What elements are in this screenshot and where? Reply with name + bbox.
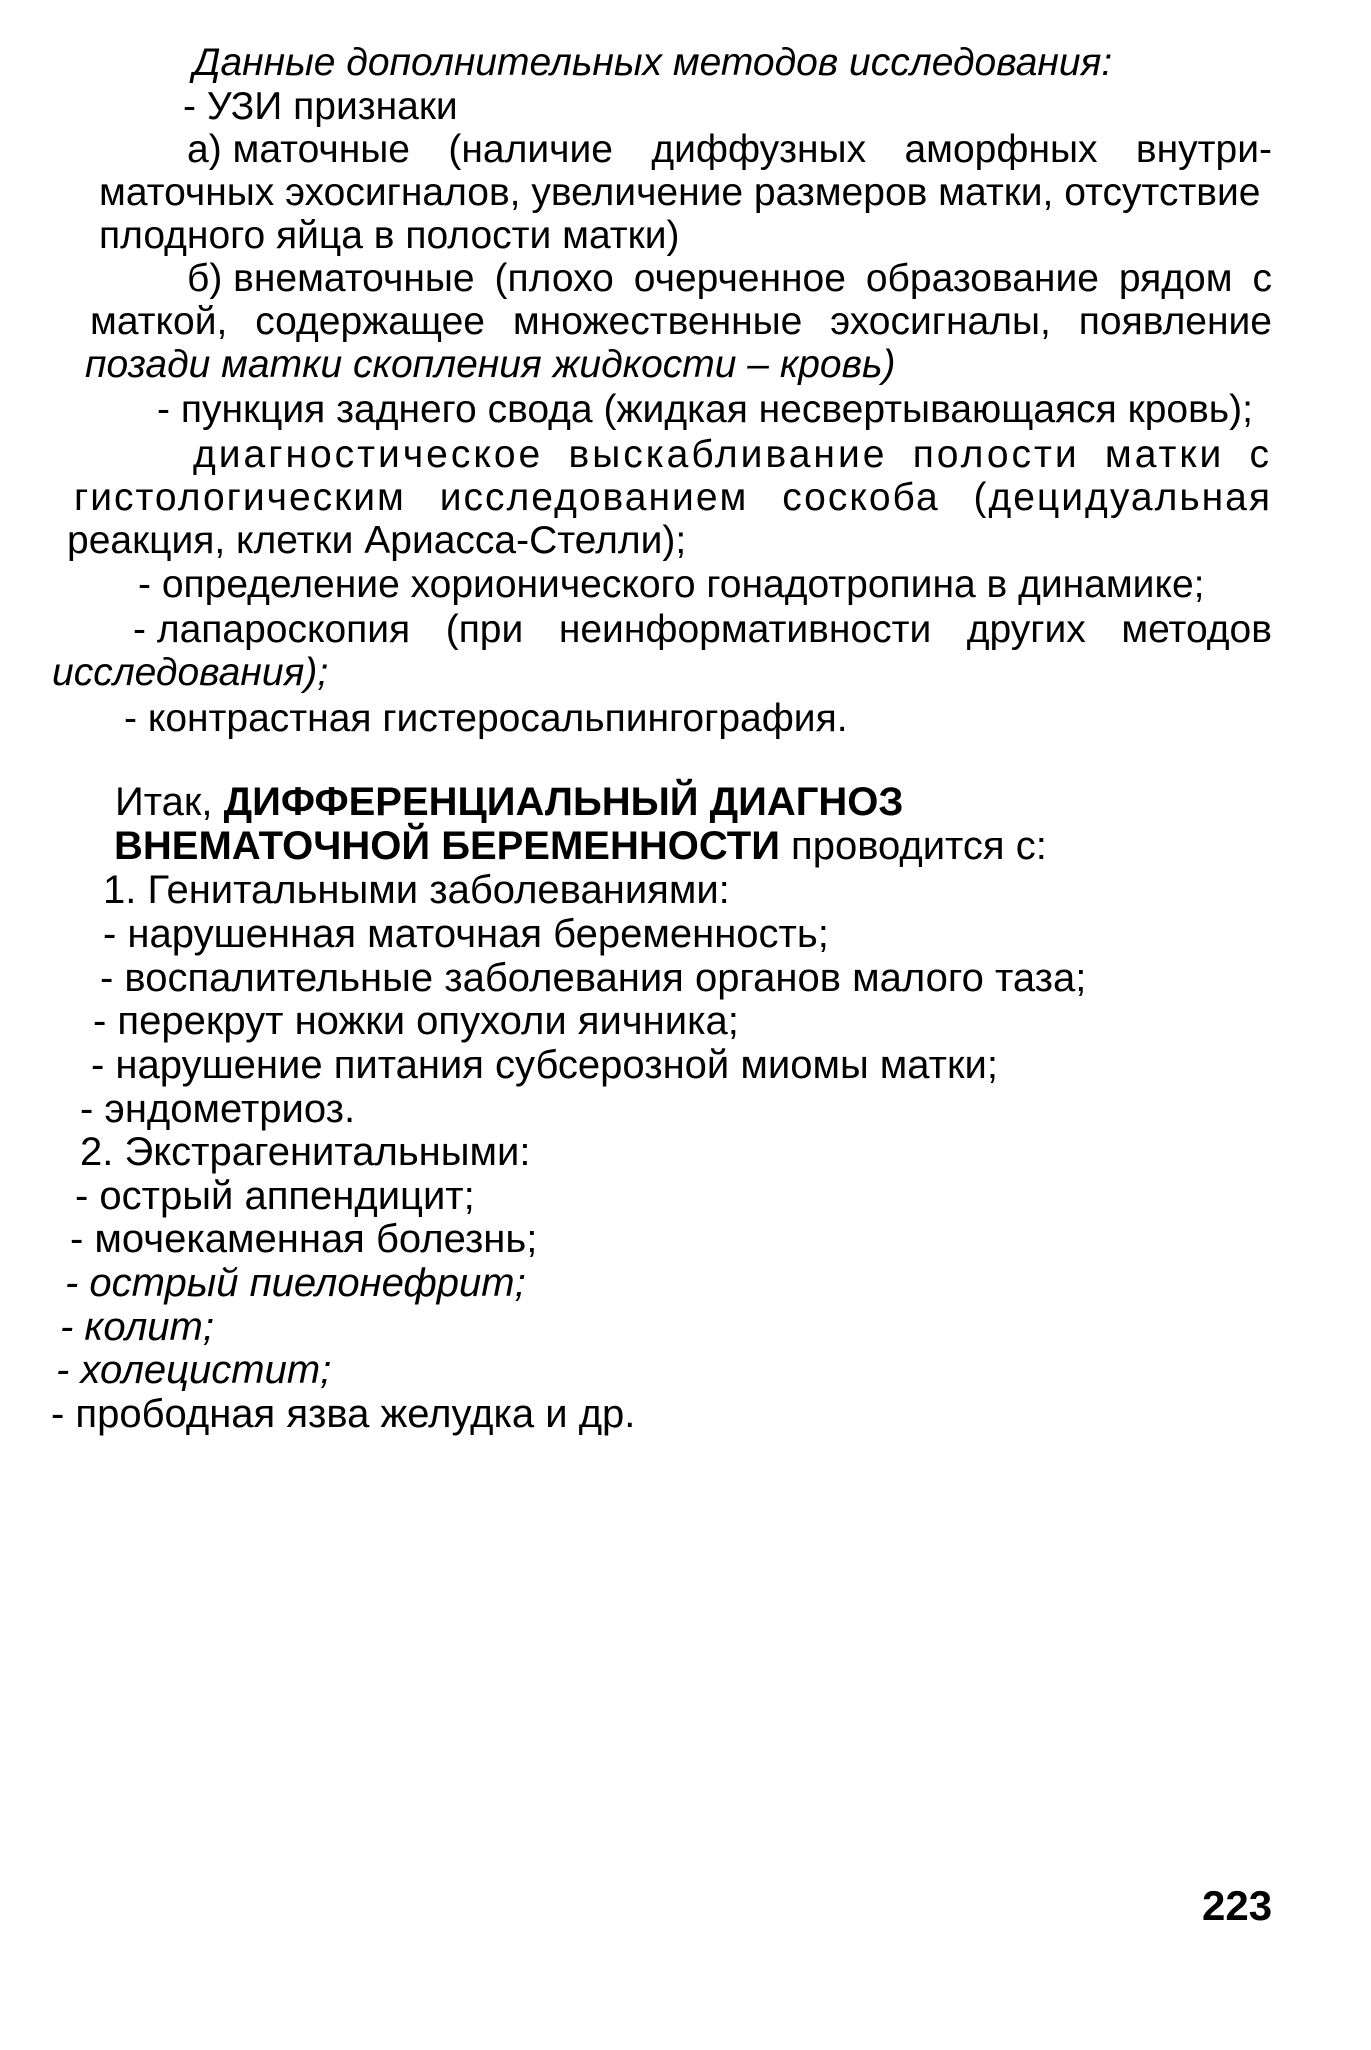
word: выскабливание <box>568 433 888 476</box>
word: диагностическое <box>193 433 544 476</box>
word: внутри- <box>1135 128 1272 171</box>
extragenital-item-3: - острый пиелонефрит; <box>65 1261 526 1305</box>
extragenital-heading: 2. Экстрагенитальными: <box>80 1130 531 1174</box>
diagnosis-title-line-1 <box>115 780 903 824</box>
hsg-line: - контрастная гистеросальпингография. <box>124 697 848 740</box>
word: с <box>1252 257 1272 300</box>
extragenital-item-5: - холецистит; <box>56 1348 332 1392</box>
word: а) маточные <box>187 128 410 171</box>
word: с <box>1249 433 1272 476</box>
genital-item-3: - перекрут ножки опухоли яичника; <box>93 999 739 1043</box>
word: содержащее <box>255 300 485 343</box>
word: - лапароскопия <box>133 608 411 651</box>
laparoscopy-line-1 <box>133 608 1272 652</box>
word: исследованием <box>439 476 749 519</box>
word: (децидуальная <box>973 476 1272 519</box>
word: рядом <box>1118 257 1233 300</box>
page-number: 223 <box>1202 1882 1273 1929</box>
genital-item-5: - эндометриоз. <box>80 1087 356 1131</box>
word: (плохо <box>494 257 614 300</box>
diagnosis-intro: Итак, <box>115 780 213 824</box>
word: появление <box>1078 300 1272 343</box>
methods-heading: Данные дополнительных методов исследования: <box>193 41 1113 84</box>
word: диффузных <box>651 128 867 171</box>
usi-a-line-2: маточных эхосигналов, увеличение размеров матки, отсутствие <box>99 171 1261 214</box>
word: неинформативности <box>558 608 932 651</box>
word: очерченное <box>633 257 846 300</box>
usi-title: - УЗИ признаки <box>183 85 458 128</box>
word: (при <box>445 608 524 651</box>
genital-item-2: - воспалительные заболевания органов малого таза; <box>100 956 1087 1000</box>
genital-item-4: - нарушение питания субсерозной миомы матки; <box>91 1043 998 1087</box>
word: полости <box>912 433 1080 476</box>
diagnosis-title-1: ДИФФЕРЕНЦИАЛЬНЫЙ ДИАГНОЗ <box>223 780 904 824</box>
curettage-line-3: реакция, клетки Ариасса-Стелли); <box>67 519 687 562</box>
word: методов <box>1121 608 1272 651</box>
usi-b-line-3: позади матки скопления жидкости – кровь) <box>85 343 896 386</box>
usi-a-line-1 <box>187 128 1272 172</box>
usi-b-line-1 <box>187 257 1272 301</box>
diagnosis-tail: проводится с: <box>779 824 1047 868</box>
word: гистологическим <box>74 476 406 519</box>
puncture-line: - пункция заднего свода (жидкая несвертывающаяся кровь); <box>157 388 1253 431</box>
genital-item-1: - нарушенная маточная беременность; <box>103 912 829 956</box>
laparoscopy-line-2: исследования); <box>52 651 329 694</box>
hcg-line: - определение хорионического гонадотропина в динамике; <box>138 563 1205 606</box>
curettage-line-2 <box>74 476 1272 520</box>
usi-b-line-2 <box>90 300 1272 344</box>
word: матки <box>1104 433 1225 476</box>
word: б) внематочные <box>187 257 475 300</box>
extragenital-item-1: - острый аппендицит; <box>75 1174 475 1218</box>
word: соскоба <box>782 476 940 519</box>
word: аморфных <box>904 128 1098 171</box>
usi-a-line-3: плодного яйца в полости матки) <box>99 214 680 257</box>
word: множественные <box>512 300 803 343</box>
curettage-line-1 <box>193 433 1272 477</box>
diagnosis-title-line-2 <box>114 824 1047 868</box>
extragenital-item-2: - мочекаменная болезнь; <box>70 1217 538 1261</box>
word: эхосигналы, <box>830 300 1051 343</box>
genital-heading: 1. Генитальными заболеваниями: <box>103 868 730 912</box>
word: образование <box>865 257 1099 300</box>
word: (наличие <box>448 128 613 171</box>
diagnosis-title-2: ВНЕМАТОЧНОЙ БЕРЕМЕННОСТИ <box>114 824 780 868</box>
word: других <box>966 608 1086 651</box>
extragenital-item-4: - колит; <box>60 1305 214 1349</box>
extragenital-item-6: - прободная язва желудка и др. <box>51 1392 636 1436</box>
word: маткой, <box>90 300 228 343</box>
